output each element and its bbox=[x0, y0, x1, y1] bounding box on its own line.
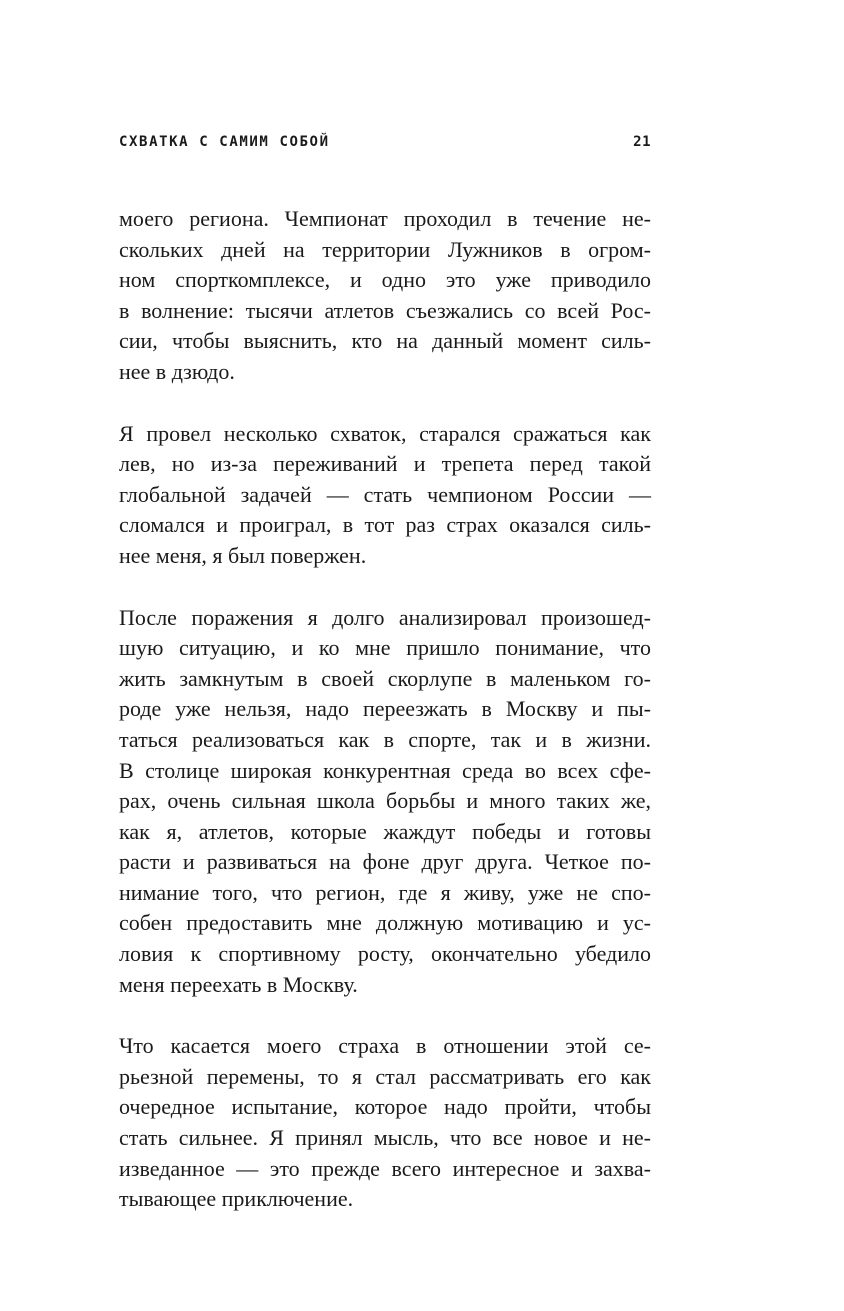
text-line: расти и развиваться на фоне друг друга. Четкое по- bbox=[119, 849, 651, 875]
text-line: нее меня, я был повержен. bbox=[119, 542, 367, 568]
paragraph bbox=[119, 419, 651, 572]
text-line: таться реализоваться как в спорте, так и в жизни. bbox=[119, 726, 651, 752]
text-line: лев, но из-за переживаний и трепета перед такой bbox=[119, 451, 651, 477]
text-line: Что касается моего страха в отношении этой се- bbox=[119, 1033, 651, 1059]
text-line: собен предоставить мне должную мотивацию и ус- bbox=[119, 910, 651, 936]
text-line: изведанное — это прежде всего интересное и захва- bbox=[119, 1155, 651, 1181]
text-line: в волнение: тысячи атлетов съезжались со всей Рос- bbox=[119, 297, 651, 323]
body-text bbox=[119, 204, 651, 1246]
paragraph bbox=[119, 1031, 651, 1215]
text-line: моего региона. Чемпионат проходил в течение не- bbox=[119, 206, 651, 231]
paragraph bbox=[119, 603, 651, 1001]
text-line: сломался и проиграл, в тот раз страх оказался силь- bbox=[119, 512, 651, 538]
text-line: как я, атлетов, которые жаждут победы и готовы bbox=[119, 818, 651, 844]
text-line: нее в дзюдо. bbox=[119, 358, 235, 384]
text-line: После поражения я долго анализировал произошед- bbox=[119, 604, 651, 630]
text-line: шую ситуацию, и ко мне пришло понимание, что bbox=[119, 635, 651, 661]
text-line: роде уже нельзя, надо переезжать в Москву и пы- bbox=[119, 696, 651, 722]
text-line: жить замкнутым в своей скорлупе в маленьком го- bbox=[119, 665, 651, 691]
text-line: очередное испытание, которое надо пройти, чтобы bbox=[119, 1094, 651, 1120]
text-line: нимание того, что регион, где я живу, уже не спо- bbox=[119, 879, 651, 905]
text-line: ном спорткомплексе, и одно это уже приводило bbox=[119, 267, 651, 293]
text-line: ловия к спортивному росту, окончательно убедило bbox=[119, 941, 651, 967]
page-number: 21 bbox=[633, 134, 651, 150]
text-line: рьезной перемены, то я стал рассматривать его как bbox=[119, 1063, 651, 1089]
text-line: стать сильнее. Я принял мысль, что все новое и не- bbox=[119, 1125, 651, 1151]
text-line: Я провел несколько схваток, старался сражаться как bbox=[119, 420, 651, 446]
text-line: тывающее приключение. bbox=[119, 1186, 354, 1212]
text-line: рах, очень сильная школа борьбы и много таких же, bbox=[119, 788, 651, 814]
text-line: глобальной задачей — стать чемпионом России — bbox=[119, 481, 651, 507]
text-line: скольких дней на территории Лужников в огром- bbox=[119, 236, 651, 262]
text-line: меня переехать в Москву. bbox=[119, 971, 358, 997]
text-line: В столице широкая конкурентная среда во всех сфе- bbox=[119, 757, 651, 783]
running-head bbox=[119, 131, 651, 153]
text-line: сии, чтобы выяснить, кто на данный момент силь- bbox=[119, 328, 651, 354]
paragraph bbox=[119, 204, 651, 388]
running-title: СХВАТКА С САМИМ СОБОЙ bbox=[119, 134, 330, 150]
